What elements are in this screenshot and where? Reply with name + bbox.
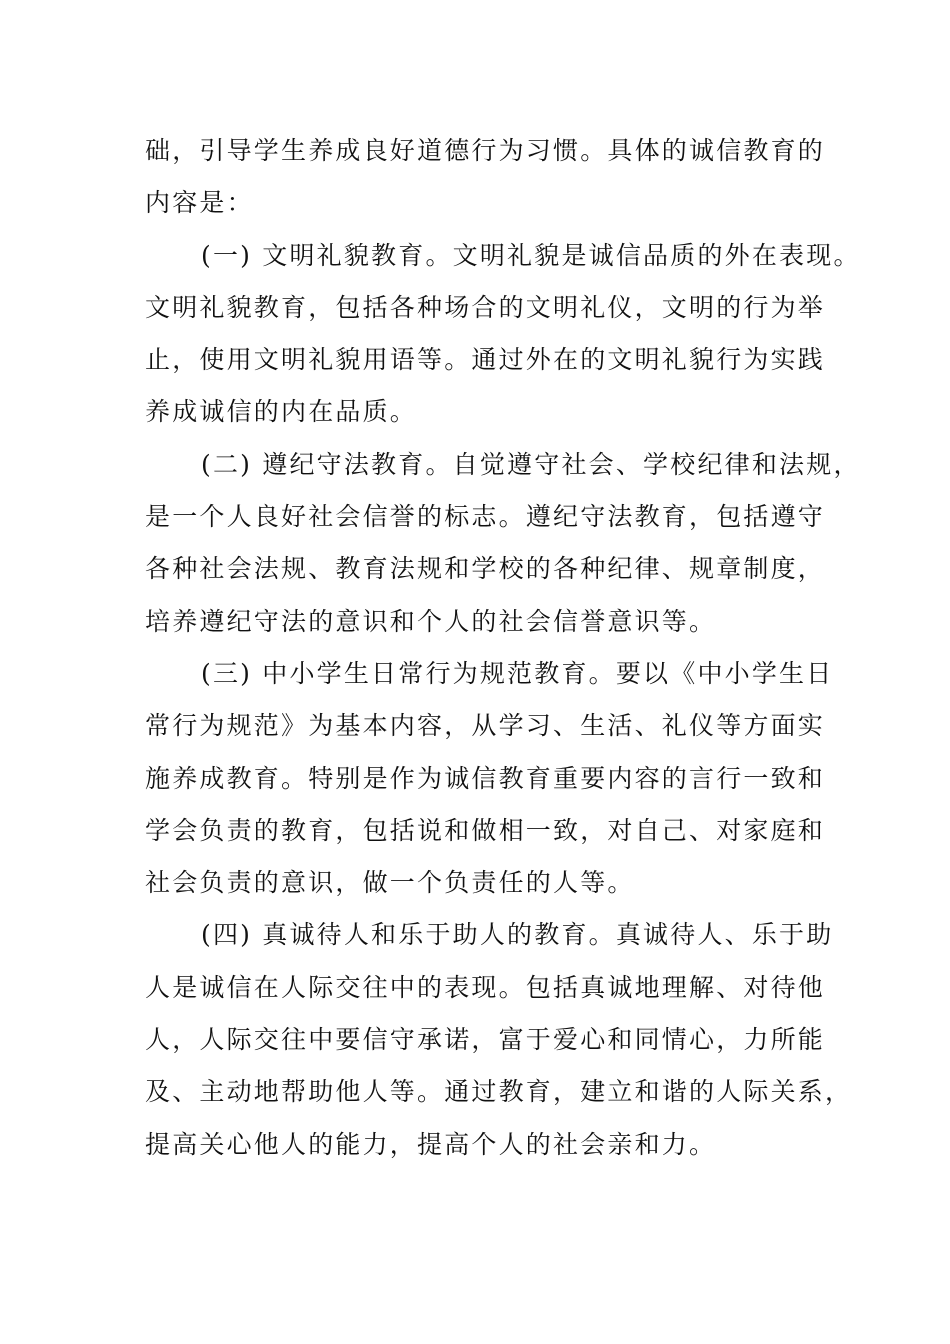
text-line: 常行为规范》为基本内容，从学习、生活、礼仪等方面实 — [145, 711, 826, 741]
text-line: 止，使用文明礼貌用语等。通过外在的文明礼貌行为实践 — [145, 345, 826, 375]
text-line: 各种社会法规、教育法规和学校的各种纪律、规章制度， — [145, 554, 826, 584]
text-line: 培养遵纪守法的意识和个人的社会信誉意识等。 — [145, 606, 717, 636]
document-body — [145, 125, 861, 1171]
text-line: 础，引导学生养成良好道德行为习惯。具体的诚信教育的 — [145, 136, 826, 165]
section-1-heading-line: (一) 文明礼貌教育。文明礼貌是诚信品质的外在表现。 — [201, 240, 861, 270]
section-2-heading-line: (二) 遵纪守法教育。自觉遵守社会、学校纪律和法规， — [201, 449, 861, 479]
text-line: 学会负责的教育，包括说和做相一致，对自己、对家庭和 — [145, 815, 826, 845]
text-line: 社会负责的意识，做一个负责任的人等。 — [145, 868, 635, 898]
section-4-heading-line: (四) 真诚待人和乐于助人的教育。真诚待人、乐于助 — [201, 920, 834, 950]
text-line: 内容是： — [145, 188, 254, 218]
text-line: 养成诚信的内在品质。 — [145, 397, 418, 427]
text-line: 人是诚信在人际交往中的表现。包括真诚地理解、对待他 — [145, 972, 826, 1002]
section-3-heading-line: (三) 中小学生日常行为规范教育。要以《中小学生日 — [201, 658, 834, 688]
text-line: 是一个人良好社会信誉的标志。遵纪守法教育，包括遵守 — [145, 502, 826, 532]
text-line: 施养成教育。特别是作为诚信教育重要内容的言行一致和 — [145, 763, 826, 793]
text-line: 人，人际交往中要信守承诺，富于爱心和同情心，力所能 — [145, 1025, 826, 1055]
text-line: 文明礼貌教育，包括各种场合的文明礼仪，文明的行为举 — [145, 292, 826, 322]
text-line: 及、主动地帮助他人等。通过教育，建立和谐的人际关系， — [145, 1077, 853, 1107]
text-line: 提高关心他人的能力，提高个人的社会亲和力。 — [145, 1129, 717, 1159]
